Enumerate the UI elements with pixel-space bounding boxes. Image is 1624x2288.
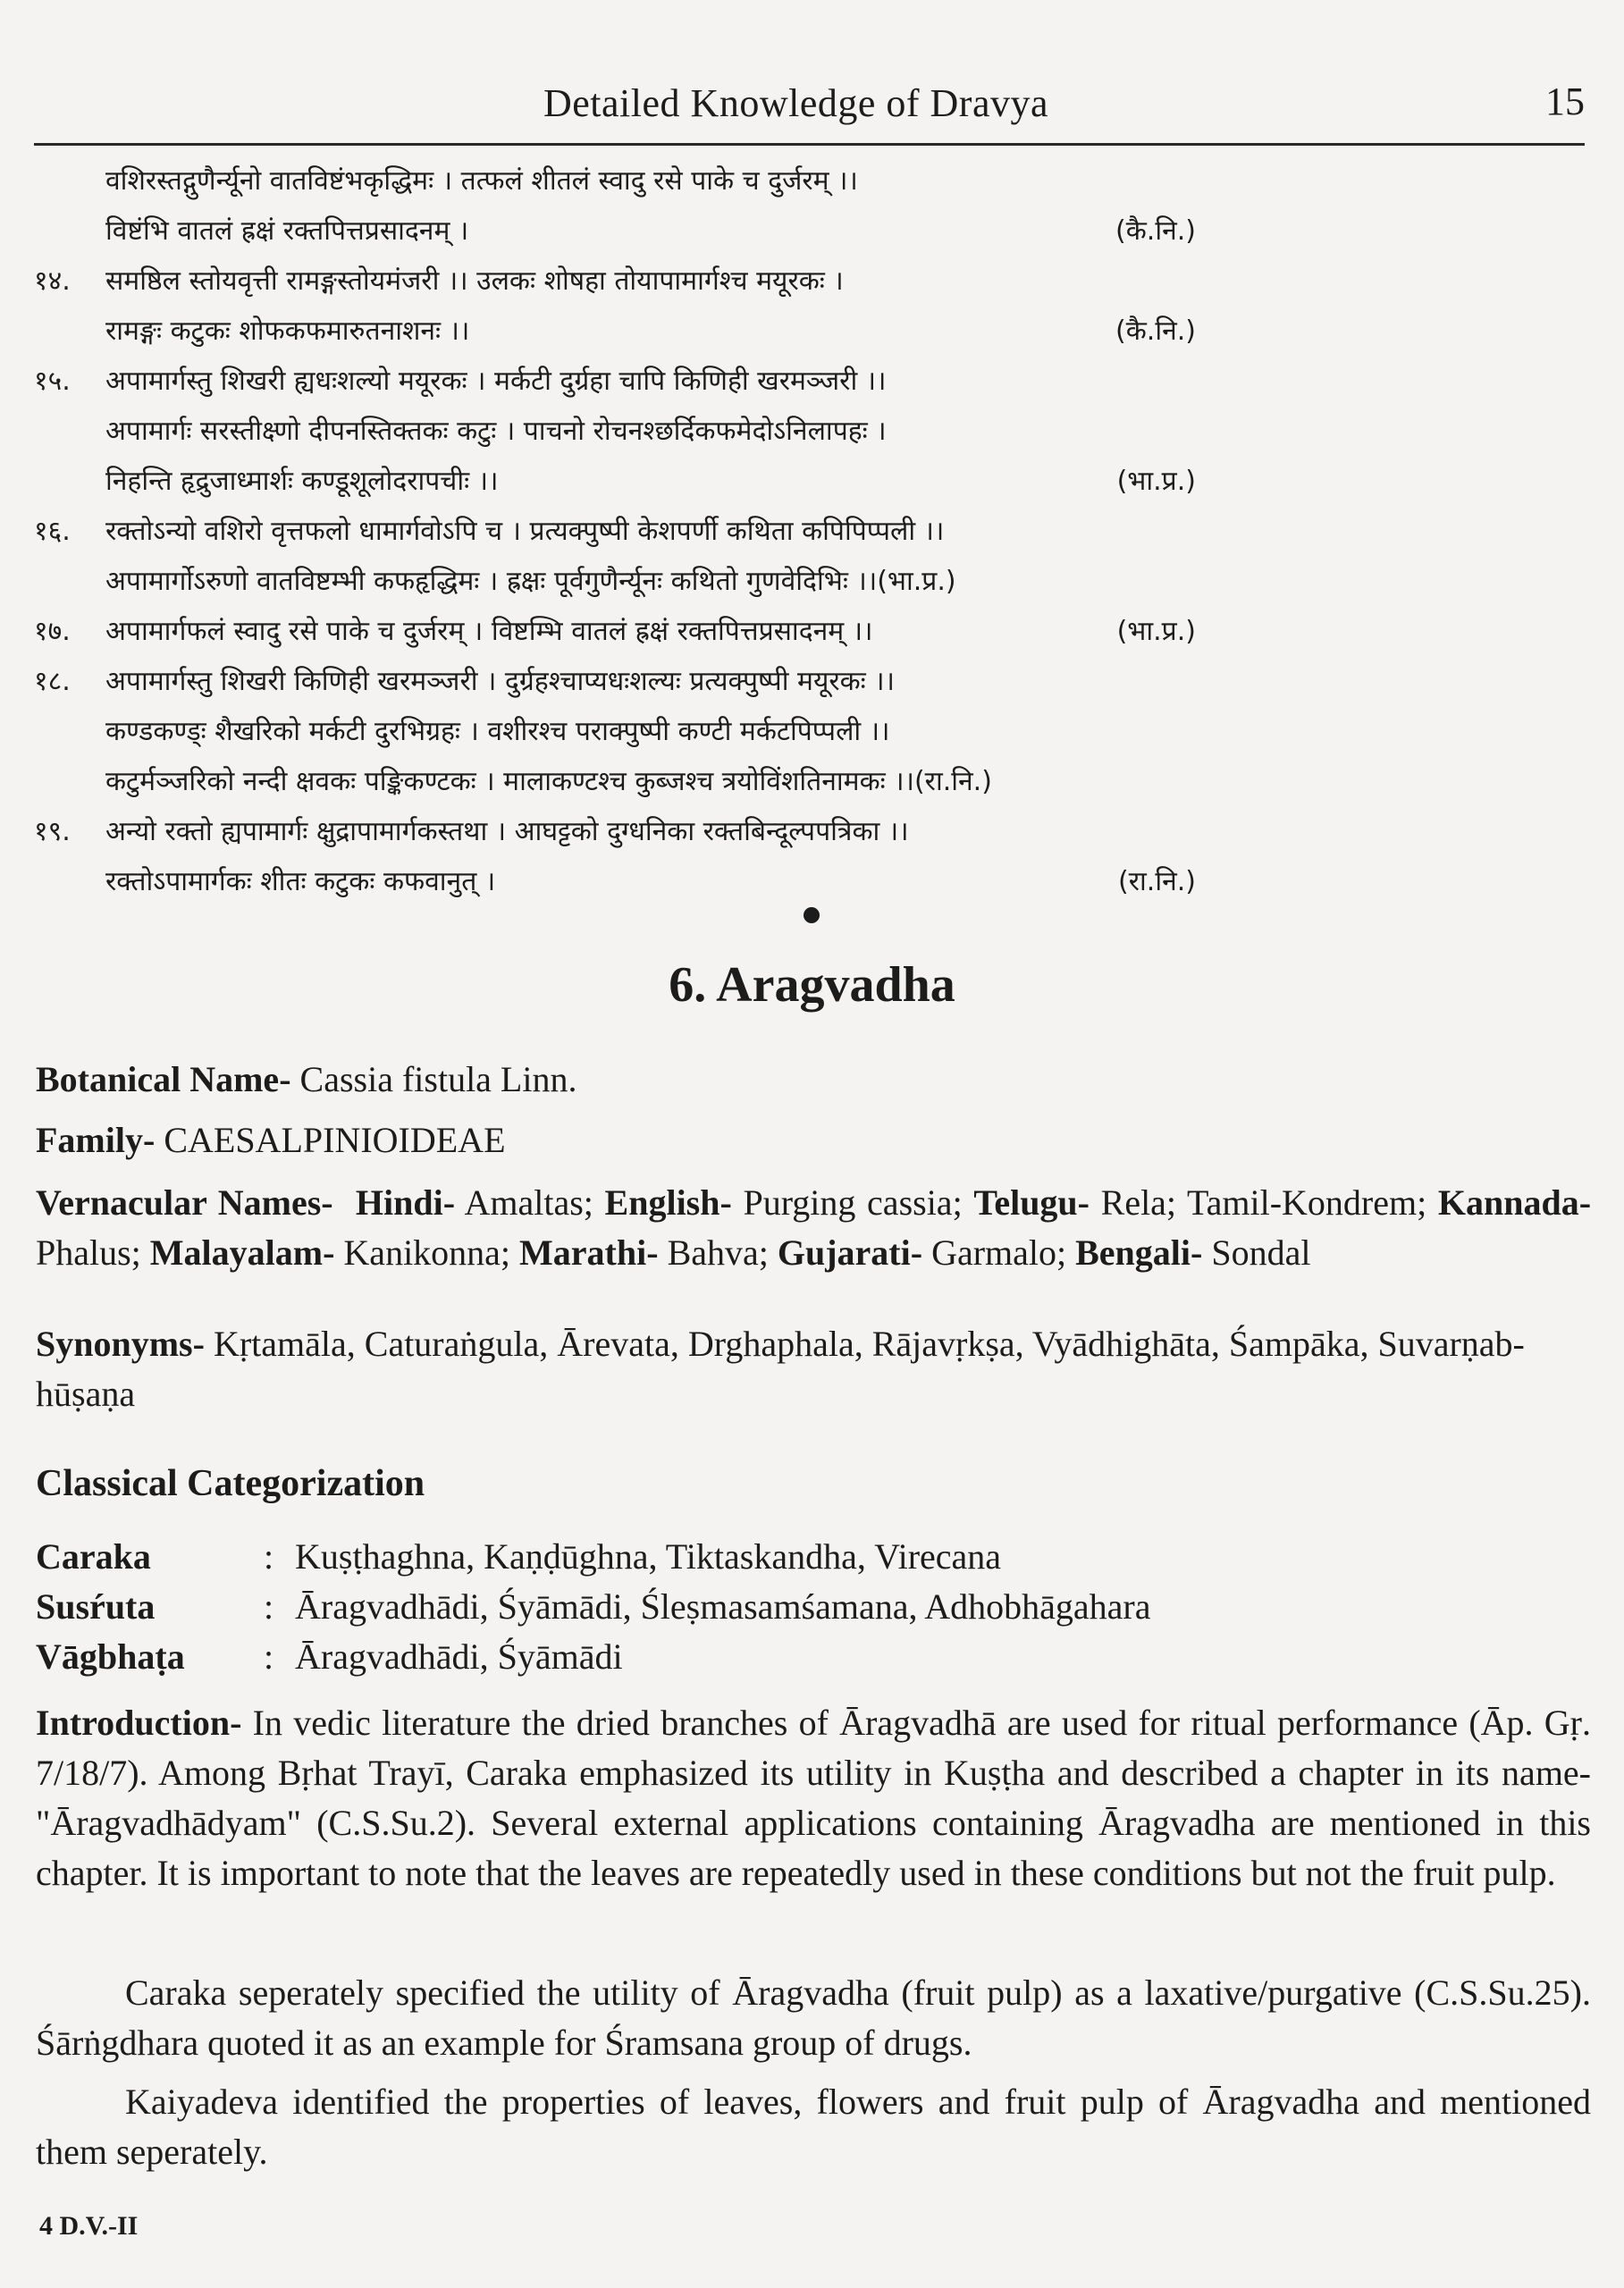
vernacular-lang: Malayalam- [149,1232,335,1273]
vernacular-name: Rela; Tamil-Kondrem; [1090,1182,1438,1223]
introduction-text: In vedic literature the dried branches of Āragvadhā are used for ritual performance (Āp. Gṛ. 7/18/7). Among Bṛhat Trayī, Caraka emphasized its utility in Kuṣṭha and described a chapter in its name- "Āragvadhādyam" (C.S.Su.2). Several external applications containing Āragvadha are mentioned in this chapter. It is important to note that the leaves are repeatedly used in these conditions but not the fruit pulp. [36,1703,1591,1893]
group-list: Āragvadhādi, Śyāmādi, Śleṣmasamśamana, Adhobhāgahara [295,1586,1151,1627]
verse-number: १८. [34,666,71,697]
verse-line [34,361,1196,411]
verse-number: १६. [34,516,71,547]
vernacular-lang: Marathi- [519,1232,659,1273]
running-header [34,72,1585,146]
verse-text: कटुर्मञ्जरिको नन्दी क्षवकः पङ्किकण्टकः । मालाकण्टश्च कुब्जश्च त्रयोविंशतिनामकः ।।(रा.नि.) [105,766,992,797]
vernacular-lang: Gujarati- [777,1232,923,1273]
vernacular-label: Vernacular Names- [36,1182,333,1223]
botanical-name [36,1055,1591,1105]
botanical-value: Cassia fistula Linn. [290,1059,577,1099]
running-title: Detailed Knowledge of Dravya [543,81,1049,125]
verse-text: अपामार्गस्तु शिखरी किणिही खरमञ्जरी । दुर्ग्रहश्चाप्यधःशल्यः प्रत्यक्पुष्पी मयूरकः ।। [105,666,896,697]
verse-number: १४. [34,265,71,297]
verse-line [34,711,1196,761]
verse-text: कण्डकण्ड्ः शैखरिको मर्कटी दुरभिग्रहः । वशीरश्च पराक्पुष्पी कण्टी मर्कटपिप्पली ।। [105,716,890,747]
verse-line [34,761,1196,812]
botanical-label: Botanical Name- [36,1059,291,1099]
verse-line [34,261,1196,311]
vernacular-name: Purging cassia; [731,1182,974,1223]
verse-text: अपामार्गस्तु शिखरी ह्यधःशल्यो मयूरकः । मर्कटी दुर्ग्रहा चापि किणिही खरमञ्जरी ।। [105,366,887,397]
vernacular-lang: English- [604,1182,732,1223]
family [36,1115,1591,1165]
verse-source: (कै.नि.) [1115,215,1196,247]
vernacular-lang: Bengali- [1075,1232,1203,1273]
vernacular-lang: Hindi- [355,1182,456,1223]
synonyms-value: Kṛtamāla, Caturaṅgula, Ārevata, Drghaphala, Rājavṛkṣa, Vyādhighāta, Śampāka, Suvarṇab-hūṣaṇa [36,1324,1525,1414]
vernacular-name: Sondal [1202,1232,1311,1273]
verse-line [34,311,1196,361]
verse-text: रक्तोऽन्यो वशिरो वृत्तफलो धामार्गवोऽपि च । प्रत्यक्पुष्पी केशपर्णी कथिता कपिपिप्पली ।। [105,516,945,547]
vernacular-names [36,1178,1591,1278]
paragraph: Caraka seperately specified the utility of Āragvadha (fruit pulp) as a laxative/purgative (C.S.Su.25). Śārṅgdhara quoted it as an example for Śramsana group of drugs. [36,1973,1591,2063]
signature-mark: 4 D.V.-II [39,2211,139,2241]
paragraph: Kaiyadeva identified the properties of leaves, flowers and fruit pulp of Āragvadha and mentioned them seperately. [36,2082,1591,2172]
verse-text: रक्तोऽपामार्गकः शीतः कटुकः कफवानुत् । [105,866,496,897]
verse-text: अपामार्गफलं स्वादु रसे पाके च दुर्जरम् । विष्टम्भि वातलं ह्रक्षं रक्तपित्तप्रसादनम् ।। [105,616,873,647]
vernacular-name: Kanikonna; [334,1232,520,1273]
verse-text: अपामार्गः सरस्तीक्ष्णो दीपनस्तिक्तकः कटुः । पाचनो रोचनश्छर्दिकफमेदोऽनिलापहः । [105,416,887,447]
introduction-paragraph [36,1698,1591,1898]
verse-number: १५. [34,366,71,397]
verse-text: अपामार्गोऽरुणो वातविष्टम्भी कफहृद्धिमः । ह्रक्षः पूर्वगुणैर्न्यूनः कथितो गुणवेदिभिः ।।(भा.प्र.) [105,566,956,597]
vernacular-name: Garmalo; [922,1232,1076,1273]
family-value: CAESALPINIOIDEAE [155,1120,506,1160]
vernacular-lang: Telugu- [973,1182,1090,1223]
verse-text: रामङ्गः कटुकः शोफकफमारुतनाशनः ।। [105,315,470,347]
verse-line [34,561,1196,611]
verse-number: १७. [34,616,71,647]
vernacular-name: Phalus; [36,1232,150,1273]
verse-line [34,511,1196,561]
classical-categorization-heading: Classical Categorization [36,1463,425,1504]
text-author: Vāgbhaṭa [36,1636,185,1677]
verse-line [34,461,1196,511]
verse-line [34,411,1196,461]
colon: : [264,1586,274,1627]
verse-text: वशिरस्तद्गुणैर्न्यूनो वातविष्टंभकृद्धिमः । तत्फलं शीतलं स्वादु रसे पाके च दुर्जरम् ।। [105,165,858,197]
verse-line [34,161,1196,211]
verse-line [34,812,1196,862]
page-number: 15 [1545,80,1585,123]
group-list: Kuṣṭhaghna, Kaṇḍūghna, Tiktaskandha, Virecana [295,1536,1002,1577]
vernacular-lang: Kannada- [1437,1182,1592,1223]
verse-number: १९. [34,816,71,847]
text-author: Susŕuta [36,1586,156,1627]
verse-source: (रा.नि.) [1118,866,1196,897]
verse-line [34,661,1196,711]
verse-source: (भा.प्र.) [1116,466,1196,497]
verse-line [34,211,1196,261]
family-label: Family- [36,1120,156,1160]
verse-line [34,611,1196,661]
verse-text: अन्यो रक्तो ह्यपामार्गः क्षुद्रापामार्गकस्तथा । आघट्टको दुग्धनिका रक्तबिन्दूल्पपत्रिका ।। [105,816,909,847]
vernacular-name: Amaltas; [455,1182,605,1223]
verse-source: (भा.प्र.) [1116,616,1196,647]
colon: : [264,1636,274,1677]
chapter-title: 6. Aragvadha [669,957,955,1013]
verse-text: समष्ठिल स्तोयवृत्ती रामङ्गस्तोयमंजरी ।। उलकः शोषहा तोयापामार्गश्च मयूरकः । [105,265,844,297]
verse-source: (कै.नि.) [1115,315,1196,347]
verse-line [34,862,1196,912]
section-separator-dot [804,907,820,923]
verse-text: विष्टंभि वातलं ह्रक्षं रक्तपित्तप्रसादनम् । [105,215,469,247]
vernacular-name: Bahva; [658,1232,778,1273]
verse-text: निहन्ति हृद्रुजाध्मार्शः कण्डूशूलोदरापचीः ।। [105,466,499,497]
synonyms [36,1319,1591,1419]
colon: : [264,1536,274,1577]
introduction-label: Introduction- [36,1703,242,1743]
text-author: Caraka [36,1536,151,1577]
group-list: Āragvadhādi, Śyāmādi [295,1636,623,1677]
synonyms-label: Synonyms- [36,1324,205,1364]
